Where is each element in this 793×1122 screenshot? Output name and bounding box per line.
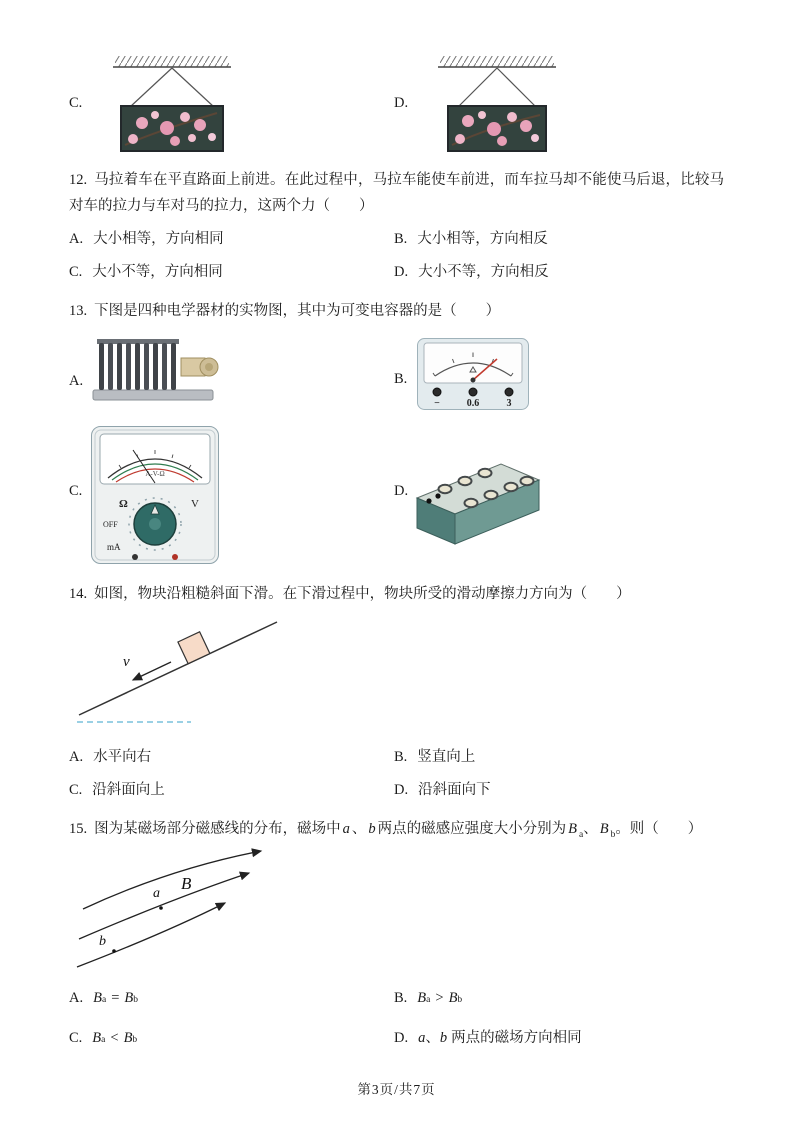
question-text: 如图，物块沿粗糙斜面下滑。在下滑过程中，物块所受的滑动摩擦力方向为（ ） [94,586,631,602]
capacitor-plates [99,343,176,390]
option-text: 竖直向上 [417,749,476,765]
terminal-label-3: 3 [506,398,512,409]
option-label-a: A. [69,373,84,389]
math-sub-b: b [610,829,616,840]
option-a [69,226,394,252]
question-number: 14. [69,586,88,602]
question-15-figure-wrap [69,847,724,978]
question-15-options [69,985,724,1051]
option-label: D. [394,782,409,798]
question-12-text [69,167,724,219]
point-b-label: b [99,934,106,949]
point-a: a [418,1030,426,1046]
math-sub-a: a [578,829,584,840]
ceiling-hatch [115,56,229,67]
option-d [394,259,724,285]
terminal-label-06: 0.6 [466,398,480,409]
text-fragment: 、 [351,821,367,837]
capacitor-base [93,390,213,400]
option-label: D. [394,264,409,280]
question-15-text [69,816,724,842]
question-11-figures [69,52,724,154]
option-label-d: D. [394,483,409,499]
label-off: OFF [103,520,118,529]
terminal [132,554,138,560]
hanging-picture-figure-d [422,53,572,153]
option-b [394,744,724,770]
option-label: B. [394,231,408,247]
multimeter-scale-caption: A-V-Ω [145,470,165,478]
point-b: b [439,1030,448,1046]
point-a-dot [159,906,163,910]
math-B: B [123,1030,133,1046]
option-label: B. [394,749,408,765]
option-a [69,744,394,770]
option-label: C. [69,782,83,798]
incline-figure [69,612,369,728]
multimeter-photo [91,426,219,564]
option-label: B. [394,990,408,1006]
hanging-picture-figure-c [97,53,247,153]
option-label: C. [69,264,83,280]
option-text: 两点的磁场方向相同 [451,1030,582,1046]
option-d [394,777,724,803]
question-13-figures [69,330,724,568]
math-B: B [417,990,427,1006]
label-ohm: Ω [119,498,128,510]
math-operator: < [110,1030,119,1046]
option-label: C. [69,1030,83,1046]
terminal-label-minus: − [434,398,440,409]
option-a: A. B a = B b [69,985,394,1011]
option-label-c: C. [69,95,83,111]
label-ma: mA [107,542,121,552]
math-B: B [124,990,134,1006]
photo-frame [448,106,546,151]
option-label-b: B. [394,371,408,387]
question-14-figure-wrap [69,612,724,737]
terminal [505,388,513,396]
option-label: A. [69,231,84,247]
option-text: 大小不等，方向相同 [92,264,223,280]
question-text: 下图是四种电学器材的实物图，其中为可变电容器的是（ ） [94,303,501,319]
string-left [458,68,497,107]
photo-frame [121,106,223,151]
option-text: 水平向右 [93,749,152,765]
point-b: b [368,821,376,837]
option-b [394,226,724,252]
question-12 [69,167,724,285]
point-a-label: a [153,886,160,901]
option-text: 大小相等，方向相同 [93,231,224,247]
string-right [497,68,536,107]
string-right [172,68,214,107]
option-label: A. [69,749,84,765]
variable-capacitor-photo [91,330,221,412]
terminal [172,554,178,560]
text-fragment: 、 [425,1030,440,1046]
math-B: B [92,1030,102,1046]
terminal [433,388,441,396]
math-B: B [599,821,609,837]
math-B: B [93,990,102,1006]
point-a: a [342,821,350,837]
resistance-box-photo [409,448,541,548]
option-label: D. [394,1030,409,1046]
question-12-options [69,226,724,285]
option-label: A. [69,990,84,1006]
option-text: 大小相等，方向相反 [417,231,548,247]
option-label-d: D. [394,95,409,111]
math-operator: = [111,990,120,1006]
question-15 [69,816,724,1051]
option-label-c: C. [69,483,83,499]
field-label-B: B [181,874,192,893]
question-text: 马拉着车在平直路面上前进。在此过程中，马拉车能使车前进，而车拉马却不能使马后退，比较马对车的拉力与车对马的拉力，这两个力（ ） [69,172,724,214]
math-operator: > [435,990,444,1006]
velocity-label: v [123,654,130,670]
question-13-text [69,298,724,324]
option-b: B. B a > B b [394,985,724,1011]
sliding-block [178,632,210,664]
option-text: 沿斜面向上 [92,782,165,798]
text-fragment: 。则（ ） [615,821,703,837]
terminal [426,498,431,503]
question-number: 12. [69,172,88,188]
field-line-middle [79,873,249,939]
velocity-arrow [133,662,171,680]
label-v: V [191,498,199,510]
question-14-options [69,744,724,803]
option-text: 沿斜面向下 [418,782,491,798]
text-fragment: 图为某磁场部分磁感线的分布，磁场中 [94,821,341,837]
option-d [394,1025,724,1051]
page-footer: 第3页/共7页 [357,1082,436,1097]
question-number: 13. [69,303,88,319]
incline-surface [79,622,277,715]
math-B: B [568,821,577,837]
field-lines-figure [69,847,319,969]
math-B: B [448,990,458,1006]
question-number: 15. [69,821,88,837]
option-c: C. B a < B b [69,1025,394,1051]
question-14-text [69,581,724,607]
ceiling-hatch [440,56,554,67]
terminal [435,493,440,498]
ammeter-photo [417,338,529,410]
option-text: 大小不等，方向相反 [418,264,549,280]
option-c [69,259,394,285]
terminal [469,388,477,396]
string-left [130,68,172,107]
text-fragment: 两点的磁感应强度大小分别为 [377,821,567,837]
option-c [69,777,394,803]
question-13 [69,298,724,568]
point-b-dot [112,949,116,953]
question-14 [69,581,724,803]
text-fragment: 、 [583,821,598,837]
